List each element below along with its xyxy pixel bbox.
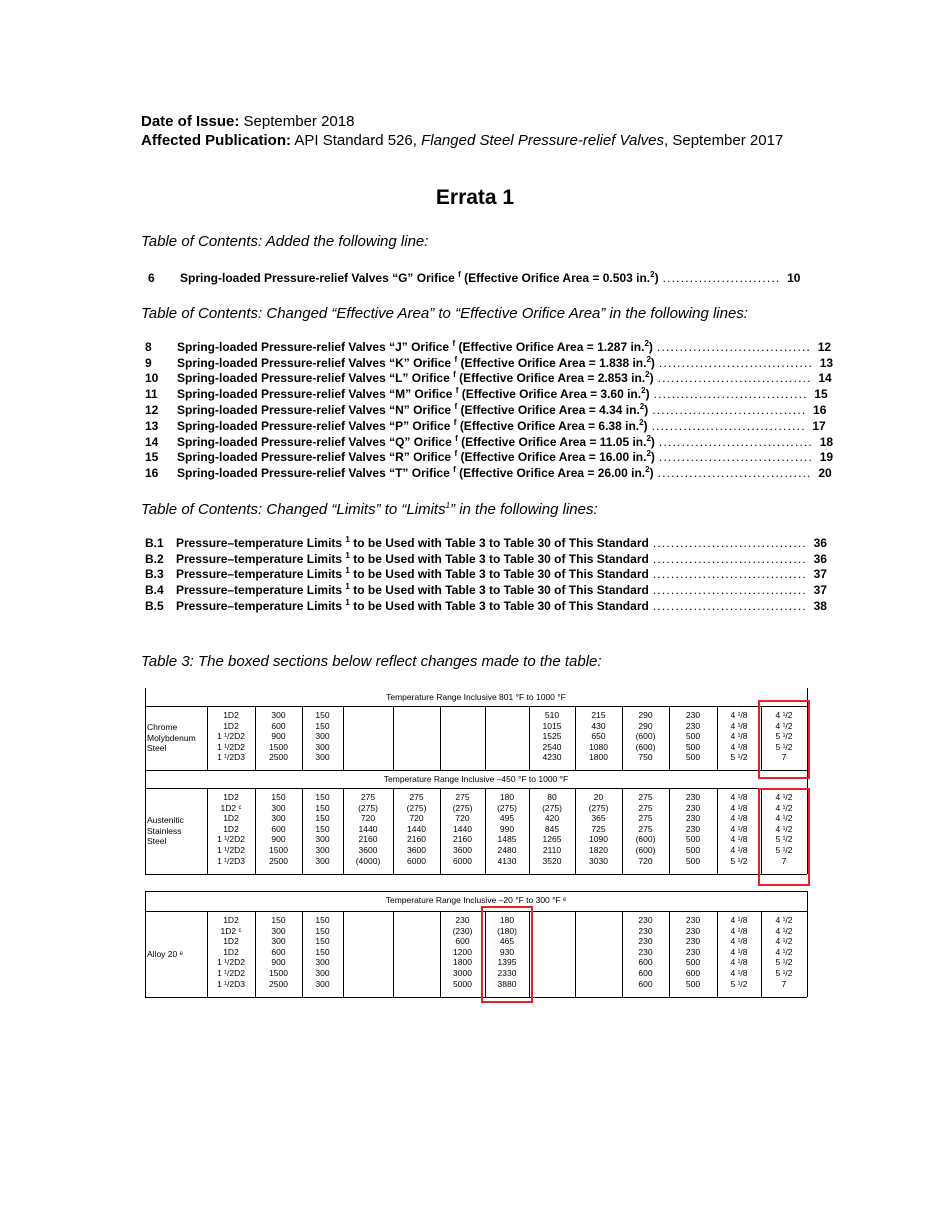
page-title: Errata 1: [435, 186, 515, 209]
toc-line: [145, 534, 827, 551]
table-cell: 4 ¹/8 4 ¹/8 4 ¹/8 4 ¹/8 4 ¹/8 4 ¹/8 5 ¹/2: [730, 792, 748, 866]
table-cell: 150 150 300 300 300: [315, 710, 330, 763]
toc-leader-dots: ..................................: [658, 434, 814, 449]
table-rule: [393, 706, 394, 770]
toc-line: [145, 417, 826, 434]
table-cell: 4 ¹/8 4 ¹/8 4 ¹/8 4 ¹/8 5 ¹/2: [730, 710, 748, 763]
table-cell: 80 (275) 420 845 1265 2110 3520: [542, 792, 562, 866]
toc-line: [145, 370, 832, 387]
toc-line-page: 20: [818, 466, 832, 481]
table-rule: [145, 891, 146, 997]
table-rule: [145, 997, 807, 998]
table-rule: [145, 874, 807, 875]
table-rule: [575, 911, 576, 997]
table-cell: 150 300 300 600 900 1500 2500: [269, 792, 288, 866]
table-rule: [145, 770, 807, 771]
toc-line-text: Spring-loaded Pressure-relief Valves “Q” Orifice $^f$ (Effective Orifice Area = 11.05 in.$^2$): [177, 433, 655, 449]
material-label: Austenitic Stainless Steel: [147, 815, 184, 847]
toc-added-list: [148, 269, 801, 286]
table-cell: 180 (180) 465 930 1395 2330 3880: [497, 915, 517, 989]
toc-line-page: 36: [813, 535, 827, 550]
toc-line-page: 13: [819, 355, 834, 370]
document-header: [141, 112, 783, 150]
table-cell: 150 300 300 600 900 1500 2500: [269, 915, 288, 989]
table-cell: 215 430 650 1080 1800: [589, 710, 608, 763]
note-table3: Table 3: The boxed sections below reflect changes made to the table:: [141, 653, 602, 670]
toc-line-page: 18: [819, 434, 834, 449]
toc-line-number: 16: [145, 466, 159, 481]
table-rule: [145, 788, 807, 789]
table-cell: 1D2 1D2 ᶜ 1D2 1D2 1 ¹/2D2 1 ¹/2D2 1 ¹/2D3: [217, 915, 245, 989]
toc-line-page: 17: [812, 418, 826, 433]
change-highlight-box: [758, 788, 810, 886]
table-cell: 4 ¹/2 4 ¹/2 4 ¹/2 4 ¹/2 5 ¹/2 5 ¹/2 7: [775, 792, 793, 866]
toc-line-text: Pressure–temperature Limits $^1$ to be Used with Table 3 to Table 30 of This Standard: [176, 598, 649, 614]
toc-line-text: Spring-loaded Pressure-relief Valves “P” Orifice $^f$ (Effective Orifice Area = 6.38 in.$^2$): [177, 417, 648, 433]
toc-line-number: B.2: [145, 551, 164, 566]
toc-leader-dots: ..................................: [652, 583, 807, 598]
temperature-range-heading: Temperature Range Inclusive –450 °F to 1000 °F: [383, 774, 569, 784]
table-cell: 1D2 1D2 ᶜ 1D2 1D2 1 ¹/2D2 1 ¹/2D2 1 ¹/2D3: [217, 792, 245, 866]
table-cell: 4 ¹/8 4 ¹/8 4 ¹/8 4 ¹/8 4 ¹/8 4 ¹/8 5 ¹/2: [730, 915, 748, 989]
toc-line-text: Spring-loaded Pressure-relief Valves “T” Orifice $^f$ (Effective Orifice Area = 26.00 in.$^2$): [177, 465, 654, 481]
table-cell: 4 ¹/2 4 ¹/2 5 ¹/2 5 ¹/2 7: [775, 710, 793, 763]
toc-line: [145, 402, 827, 418]
table-cell: 20 (275) 365 725 1090 1820 3030: [588, 792, 609, 866]
table-cell: 1D2 1D2 1 ¹/2D2 1 ¹/2D2 1 ¹/2D3: [217, 710, 245, 763]
temperature-range-heading: Temperature Range Inclusive 801 °F to 1000 °F: [386, 692, 566, 702]
note-limits-lines: Table of Contents: Changed “Limits” to “Limits$^1$” in the following lines:: [141, 501, 598, 518]
note-added-line: Table of Contents: Added the following line:: [141, 233, 429, 250]
table-rule: [145, 706, 807, 707]
toc-changed-list: [145, 338, 834, 481]
toc-leader-dots: ..................................: [657, 371, 812, 386]
toc-line-number: B.4: [145, 583, 164, 598]
toc-line-page: 15: [814, 387, 828, 402]
table-cell: 180 (275) 495 990 1485 2480 4130: [497, 792, 517, 866]
toc-leader-dots: ..................................: [652, 551, 807, 566]
toc-line-text: Spring-loaded Pressure-relief Valves “L” Orifice $^f$ (Effective Orifice Area = 2.853 in.$^2$): [177, 370, 654, 386]
toc-line: [145, 598, 827, 614]
table-rule: [393, 911, 394, 997]
toc-line-page: 37: [813, 567, 827, 582]
toc-leader-dots: ..................................: [653, 387, 808, 402]
table-cell: 230 (230) 600 1200 1800 3000 5000: [452, 915, 473, 989]
toc-line: [145, 449, 834, 466]
table-cell: 510 1015 1525 2540 4230: [542, 710, 562, 763]
toc-line-number: 14: [145, 434, 159, 449]
table-rule: [807, 891, 808, 997]
toc-line: [145, 465, 832, 481]
change-highlight-box: [481, 906, 533, 1003]
toc-line-page: 16: [813, 403, 827, 418]
table-3: [145, 688, 807, 1000]
toc-leader-dots: ..................................: [652, 567, 807, 582]
material-label: Chrome Molybdenum Steel: [147, 722, 196, 754]
temperature-range-heading: Temperature Range Inclusive –20 °F to 300 °F ᵉ: [385, 895, 567, 905]
toc-leader-dots: ..................................: [656, 339, 812, 354]
toc-line: [145, 582, 827, 598]
toc-leader-dots: ..................................: [658, 450, 814, 465]
table-cell: 230 230 230 230 600 600 600: [638, 915, 653, 989]
toc-line-page: 36: [813, 551, 827, 566]
toc-line: 6 Spring-loaded Pressure-relief Valves “G” Orifice $^f$ (Effective Orifice Area = 0.503 in.$^2$) .......................... 10: [148, 269, 801, 285]
affected-publication: Affected Publication: API Standard 526, Flanged Steel Pressure-relief Valves, September 2017: [141, 132, 784, 149]
toc-line-text: Pressure–temperature Limits $^1$ to be Used with Table 3 to Table 30 of This Standard: [176, 582, 649, 598]
toc-line-number: B.3: [145, 567, 164, 582]
table-rule: [343, 911, 344, 997]
table-rule: [485, 706, 486, 770]
toc-line-page: 14: [818, 371, 832, 386]
table-cell: 230 230 500 500 500: [685, 710, 701, 763]
toc-line: [145, 354, 834, 371]
table-rule: [145, 770, 146, 874]
toc-line-number: 15: [145, 450, 159, 465]
table-rule: [440, 706, 441, 770]
material-label: Alloy 20 ᵉ: [147, 948, 183, 959]
toc-line-text: Spring-loaded Pressure-relief Valves “M” Orifice $^f$ (Effective Orifice Area = 3.60 in.$^2$): [177, 386, 650, 402]
toc-line: [145, 386, 828, 402]
toc-limits-list: [145, 534, 827, 614]
note-changed-lines: Table of Contents: Changed “Effective Area” to “Effective Orifice Area” in the following lines:: [141, 305, 748, 322]
toc-leader-dots: ..................................: [652, 535, 807, 550]
toc-line-page: 37: [813, 583, 827, 598]
table-cell: 275 (275) 720 1440 2160 3600 (4000): [355, 792, 381, 866]
toc-line-text: Pressure–temperature Limits $^1$ to be Used with Table 3 to Table 30 of This Standard: [176, 534, 649, 550]
table-cell: 230 230 230 230 500 500 500: [685, 792, 701, 866]
toc-leader-dots: ..................................: [652, 599, 807, 614]
table-rule: [343, 706, 344, 770]
toc-line-text: Pressure–temperature Limits $^1$ to be Used with Table 3 to Table 30 of This Standard: [176, 566, 649, 582]
toc-line-number: 13: [145, 418, 159, 433]
toc-line-text: Spring-loaded Pressure-relief Valves “N” Orifice $^f$ (Effective Orifice Area = 4.34 in.$^2$): [177, 402, 649, 418]
toc-leader-dots: ..................................: [658, 355, 814, 370]
toc-line-page: 38: [813, 599, 827, 614]
toc-line-number: 10: [145, 371, 159, 386]
toc-line-number: B.5: [145, 599, 164, 614]
date-of-issue: Date of Issue: September 2018: [141, 113, 355, 130]
toc-line: [145, 338, 832, 355]
table-cell: 150 150 150 150 300 300 300: [315, 915, 330, 989]
toc-line-number: 12: [145, 403, 159, 418]
toc-line-text: Spring-loaded Pressure-relief Valves “R” Orifice $^f$ (Effective Orifice Area = 16.00 in.$^2$): [177, 449, 655, 465]
table-cell: 275 275 275 275 (600) (600) 720: [635, 792, 656, 866]
table-cell: 4 ¹/2 4 ¹/2 4 ¹/2 4 ¹/2 5 ¹/2 5 ¹/2 7: [775, 915, 793, 989]
toc-line: [145, 566, 827, 583]
toc-line-page: 12: [817, 339, 832, 354]
change-highlight-box: [758, 700, 810, 779]
table-cell: 300 600 900 1500 2500: [269, 710, 288, 763]
toc-line-number: 11: [145, 387, 158, 402]
toc-line: [145, 550, 827, 567]
toc-line: [145, 433, 834, 450]
table-cell: 150 150 150 150 300 300 300: [315, 792, 330, 866]
table-rule: [145, 891, 807, 892]
toc-line-number: B.1: [145, 535, 164, 550]
toc-line-page: 19: [819, 450, 834, 465]
table-cell: 230 230 230 230 500 600 500: [685, 915, 701, 989]
toc-line-text: Pressure–temperature Limits $^1$ to be Used with Table 3 to Table 30 of This Standard: [176, 550, 649, 566]
toc-line-text: Spring-loaded Pressure-relief Valves “K” Orifice $^f$ (Effective Orifice Area = 1.838 in.$^2$): [177, 354, 655, 370]
table-cell: 290 290 (600) (600) 750: [635, 710, 656, 763]
toc-leader-dots: ..................................: [657, 466, 812, 481]
table-rule: [145, 911, 807, 912]
toc-line-number: 9: [145, 355, 152, 370]
table-rule: [145, 688, 146, 770]
toc-line-text: Spring-loaded Pressure-relief Valves “J” Orifice $^f$ (Effective Orifice Area = 1.287 in.$^2$): [177, 338, 653, 354]
toc-leader-dots: ..................................: [651, 418, 806, 433]
table-cell: 275 (275) 720 1440 2160 3600 6000: [406, 792, 427, 866]
table-cell: 275 (275) 720 1440 2160 3600 6000: [452, 792, 473, 866]
toc-line-number: 8: [145, 339, 152, 354]
toc-leader-dots: ..................................: [652, 403, 807, 418]
